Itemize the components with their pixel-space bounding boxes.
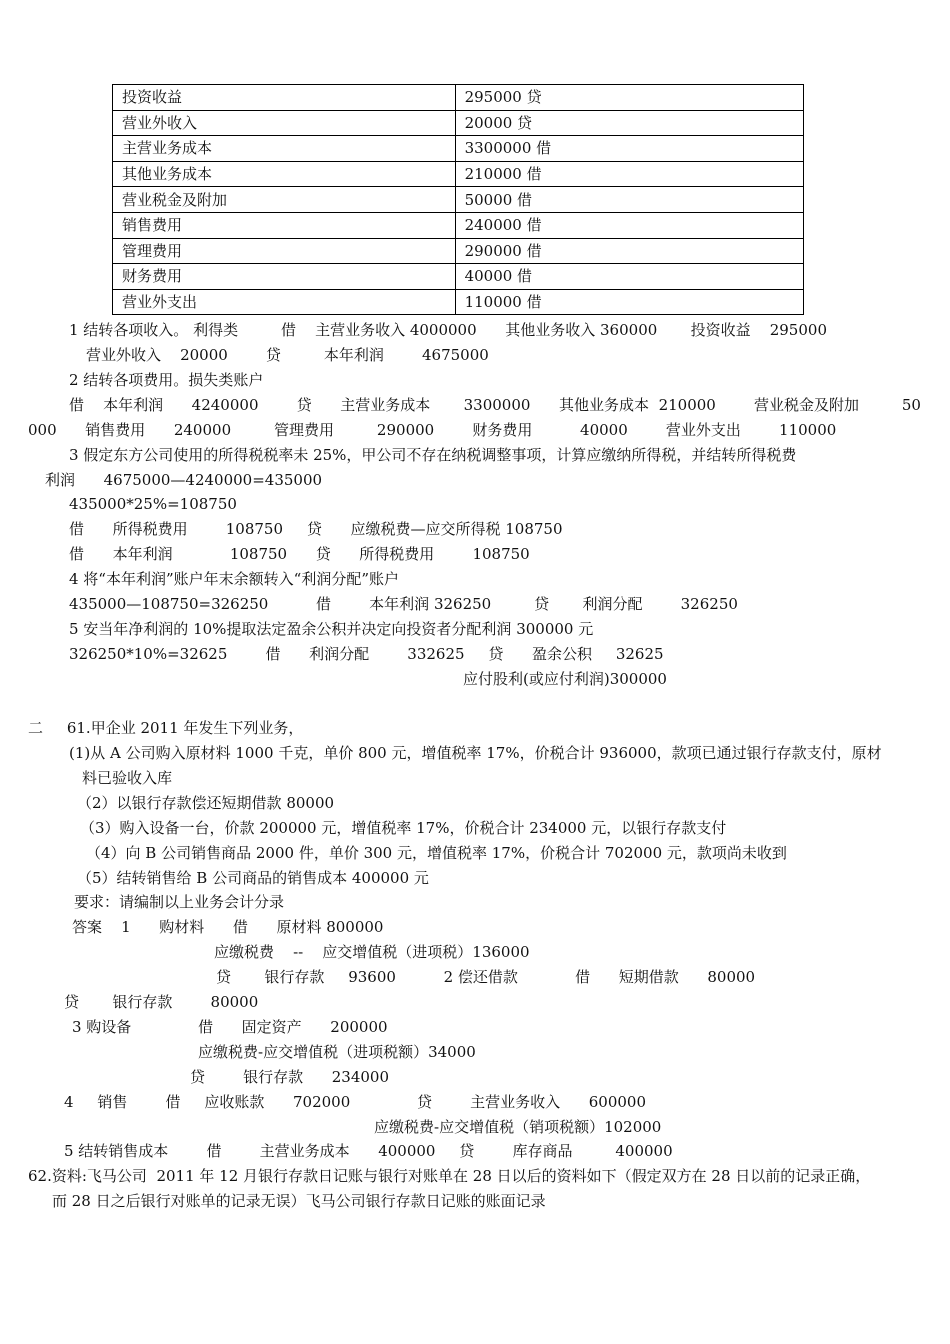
text-line: 要求：请编制以上业务会计分录 bbox=[74, 893, 285, 911]
table-cell: 3300000 借 bbox=[455, 136, 803, 162]
table-row bbox=[113, 187, 804, 213]
table-cell: 290000 借 bbox=[455, 238, 803, 264]
table-row bbox=[113, 110, 804, 136]
text-line: 二 61.甲企业 2011 年发生下列业务， bbox=[28, 719, 304, 737]
table-cell: 40000 借 bbox=[455, 264, 803, 290]
table-cell: 营业外收入 bbox=[113, 110, 456, 136]
text-line: （5）结转销售给 B 公司商品的销售成本 400000 元 bbox=[77, 869, 429, 887]
text-line: 贷 银行存款 234000 bbox=[190, 1068, 390, 1086]
text-line: 3 购设备 借 固定资产 200000 bbox=[72, 1018, 388, 1036]
text-line: 而 28 日之后银行对账单的记录无误）飞马公司银行存款日记账的账面记录 bbox=[52, 1192, 546, 1210]
text-line: 贷 银行存款 93600 2 偿还借款 借 短期借款 80000 bbox=[216, 968, 756, 986]
text-line: 4 销售 借 应收账款 702000 贷 主营业务收入 600000 bbox=[64, 1093, 647, 1111]
table-cell: 240000 借 bbox=[455, 212, 803, 238]
text-line: （4）向 B 公司销售商品 2000 件，单价 300 元，增值税率 17%，价税合计 702000 元，款项尚未收到 bbox=[86, 844, 787, 862]
text-line: 4 将“本年利润”账户年末余额转入“利润分配”账户 bbox=[69, 570, 399, 588]
table-row bbox=[113, 289, 804, 315]
table-cell: 管理费用 bbox=[113, 238, 456, 264]
table-row bbox=[113, 136, 804, 162]
text-line: 326250*10%=32625 借 利润分配 332625 贷 盈余公积 32625 bbox=[69, 645, 664, 663]
text-line: 料已验收入库 bbox=[82, 769, 173, 787]
text-line: （2）以银行存款偿还短期借款 80000 bbox=[77, 794, 335, 812]
table-cell: 营业外支出 bbox=[113, 289, 456, 315]
text-line: 435000*25%=108750 bbox=[69, 495, 237, 513]
table-cell: 295000 贷 bbox=[455, 85, 803, 111]
table-cell: 财务费用 bbox=[113, 264, 456, 290]
table-row bbox=[113, 212, 804, 238]
table-cell: 110000 借 bbox=[455, 289, 803, 315]
text-line: 借 所得税费用 108750 贷 应缴税费—应交所得税 108750 bbox=[69, 520, 563, 538]
text-line: 应缴税费 -- 应交增值税（进项税）136000 bbox=[214, 943, 530, 961]
table-cell: 投资收益 bbox=[113, 85, 456, 111]
table-cell: 20000 贷 bbox=[455, 110, 803, 136]
table-row bbox=[113, 161, 804, 187]
text-line: 5 结转销售成本 借 主营业务成本 400000 贷 库存商品 400000 bbox=[64, 1142, 673, 1160]
text-line: (1)从 A 公司购入原材料 1000 千克，单价 800 元，增值税率 17%，价税合计 936000，款项已通过银行存款支付，原材 bbox=[69, 744, 882, 762]
table-row bbox=[113, 85, 804, 111]
text-line: 1 结转各项收入。 利得类 借 主营业务收入 4000000 其他业务收入 360000 投资收益 295000 bbox=[69, 321, 827, 339]
text-line: 3 假定东方公司使用的所得税税率未 25%，甲公司不存在纳税调整事项，计算应缴纳所得税，并结转所得税费 bbox=[69, 446, 797, 464]
text-line: 5 安当年净利润的 10%提取法定盈余公积并决定向投资者分配利润 300000 元 bbox=[69, 620, 594, 638]
text-line: 答案 1 购材料 借 原材料 800000 bbox=[72, 918, 384, 936]
text-line: 借 本年利润 4240000 贷 主营业务成本 3300000 其他业务成本 210000 营业税金及附加 50 bbox=[69, 396, 921, 414]
text-line: 应付股利(或应付利润)300000 bbox=[463, 670, 667, 688]
text-line: 435000—108750=326250 借 本年利润 326250 贷 利润分配 326250 bbox=[69, 595, 738, 613]
table-cell: 210000 借 bbox=[455, 161, 803, 187]
text-line: 营业外收入 20000 贷 本年利润 4675000 bbox=[86, 346, 489, 364]
table-cell: 其他业务成本 bbox=[113, 161, 456, 187]
table-cell: 营业税金及附加 bbox=[113, 187, 456, 213]
table-cell: 销售费用 bbox=[113, 212, 456, 238]
table-cell: 50000 借 bbox=[455, 187, 803, 213]
text-line: 应缴税费-应交增值税（进项税额）34000 bbox=[198, 1043, 476, 1061]
table-row bbox=[113, 238, 804, 264]
text-line: 借 本年利润 108750 贷 所得税费用 108750 bbox=[69, 545, 530, 563]
text-line: 贷 银行存款 80000 bbox=[64, 993, 259, 1011]
text-line: 应缴税费-应交增值税（销项税额）102000 bbox=[374, 1118, 662, 1136]
text-line: 2 结转各项费用。损失类账户 bbox=[69, 371, 264, 389]
text-line: 000 销售费用 240000 管理费用 290000 财务费用 40000 营业外支出 110000 bbox=[28, 421, 837, 439]
text-line: 利润 4675000—4240000=435000 bbox=[45, 471, 323, 489]
account-balance-table bbox=[112, 84, 804, 315]
table-row bbox=[113, 264, 804, 290]
text-line: 62.资料:飞马公司 2011 年 12 月银行存款日记账与银行对账单在 28 日以后的资料如下（假定双方在 28 日以前的记录正确， bbox=[28, 1167, 871, 1185]
table-cell: 主营业务成本 bbox=[113, 136, 456, 162]
text-line: （3）购入设备一台，价款 200000 元，增值税率 17%，价税合计 234000 元，以银行存款支付 bbox=[80, 819, 727, 837]
